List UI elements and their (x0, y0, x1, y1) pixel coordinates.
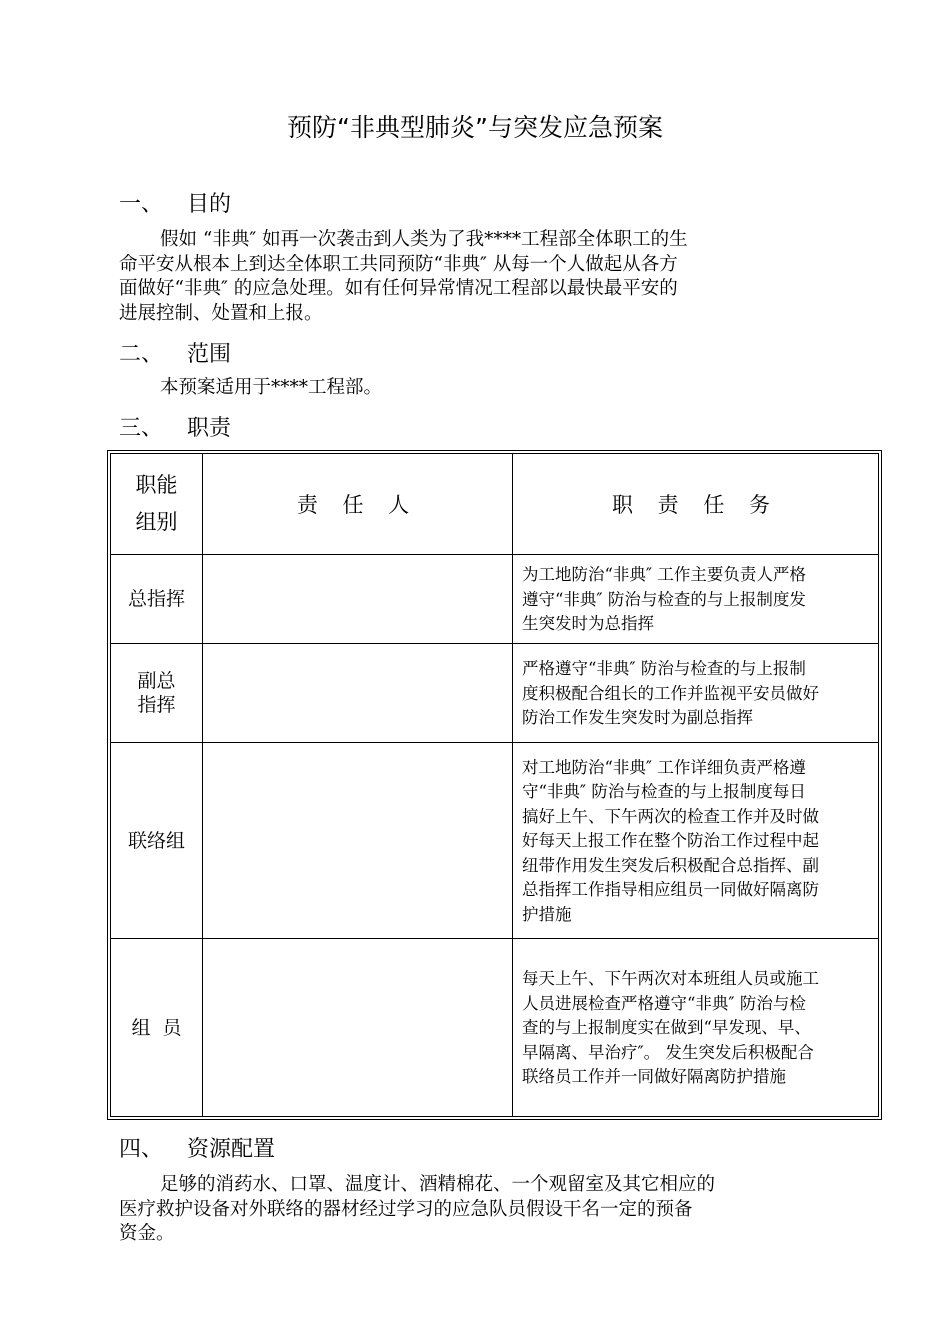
task-line: 纽带作用发生突发后积极配合总指挥、副 (522, 855, 819, 875)
header-group-line: 组别 (135, 510, 178, 534)
duties-table (110, 453, 879, 1117)
purpose-paragraph (119, 228, 839, 326)
task-cell (513, 644, 879, 743)
group-cell: 总指挥 (111, 555, 203, 644)
header-group-line: 职能 (135, 473, 178, 497)
group-line: 副总 (137, 670, 176, 692)
task-line: 联络员工作并一同做好隔离防护措施 (522, 1067, 786, 1087)
task-line: 守“非典″ 防治与检查的与上报制度每日 (522, 782, 806, 802)
person-cell (203, 644, 513, 743)
task-line: 早隔离、早治疗″。 发生突发后积极配合 (522, 1042, 814, 1062)
task-line: 生突发时为总指挥 (522, 614, 654, 634)
task-line: 查的与上报制度实在做到“早发现、早、 (522, 1018, 811, 1038)
paragraph-line: 医疗救护设备对外联络的器材经过学习的应急队员假设干名一定的预备 (119, 1198, 693, 1220)
section-label: 目的 (187, 192, 232, 217)
task-line: 每天上午、下午两次对本班组人员或施工 (522, 969, 819, 989)
group-line: 指挥 (137, 694, 176, 716)
section-heading-resources (119, 1132, 275, 1163)
task-cell (513, 743, 879, 939)
task-line: 对工地防治“非典″ 工作详细负责严格遵 (522, 757, 806, 777)
header-task: 职 责 任 务 (513, 454, 879, 555)
group-cell (111, 644, 203, 743)
table-row (111, 743, 879, 939)
header-person: 责 任 人 (203, 454, 513, 555)
paragraph-line: 足够的消药水、口罩、温度计、酒精棉花、一个观留室及其它相应的 (160, 1174, 716, 1195)
section-label: 职责 (187, 416, 232, 441)
section-label: 资源配置 (187, 1137, 276, 1162)
task-cell (513, 939, 879, 1117)
duties-table-frame (107, 450, 882, 1120)
task-line: 防治工作发生突发时为副总指挥 (522, 708, 753, 728)
group-cell: 联络组 (111, 743, 203, 939)
task-line: 总指挥工作指导相应组员一同做好隔离防 (522, 880, 819, 900)
section-number: 二、 (119, 342, 164, 367)
task-line: 好每天上报工作在整个防治工作过程中起 (522, 831, 819, 851)
document-title: 预防“非典型肺炎”与突发应急预案 (287, 113, 663, 142)
section-number: 四、 (119, 1137, 164, 1162)
table-row (111, 644, 879, 743)
paragraph-line: 进展控制、处置和上报。 (119, 302, 323, 324)
task-line: 遵守“非典″ 防治与检查的与上报制度发 (522, 589, 806, 609)
section-number: 一、 (119, 192, 164, 217)
section-label: 范围 (187, 342, 232, 367)
paragraph-line: 资金。 (119, 1223, 175, 1244)
paragraph-line: 假如 “非典″ 如再一次袭击到人类为了我****工程部全体职工的生 (160, 229, 688, 250)
task-line: 护措施 (522, 904, 572, 924)
section-number: 三、 (119, 416, 164, 441)
section-heading-scope (119, 337, 231, 368)
person-cell (203, 743, 513, 939)
task-line: 度积极配合组长的工作并监视平安员做好 (522, 683, 819, 703)
scope-paragraph (119, 376, 839, 401)
paragraph-line: 面做好“非典″ 的应急处理。如有任何异常情况工程部以最快最平安的 (119, 278, 678, 299)
table-row (111, 939, 879, 1117)
task-line: 搞好上午、下午两次的检查工作并及时做 (522, 806, 819, 826)
person-cell (203, 939, 513, 1117)
section-heading-purpose (119, 187, 231, 218)
table-header-row (111, 454, 879, 555)
paragraph-line: 命平安从根本上到达全体职工共同预防“非典″ 从每一个人做起从各方 (119, 253, 678, 275)
task-line: 为工地防治“非典″ 工作主要负责人严格 (522, 565, 806, 585)
resources-paragraph (119, 1173, 839, 1247)
task-cell (513, 555, 879, 644)
section-heading-duties (119, 411, 231, 442)
table-row (111, 555, 879, 644)
task-line: 人员进展检查严格遵守“非典″ 防治与检 (522, 993, 806, 1013)
group-cell: 组 员 (111, 939, 203, 1117)
header-group (111, 454, 203, 555)
task-line: 严格遵守“非典″ 防治与检查的与上报制 (522, 659, 806, 679)
paragraph-line: 本预案适用于****工程部。 (160, 377, 383, 398)
person-cell (203, 555, 513, 644)
